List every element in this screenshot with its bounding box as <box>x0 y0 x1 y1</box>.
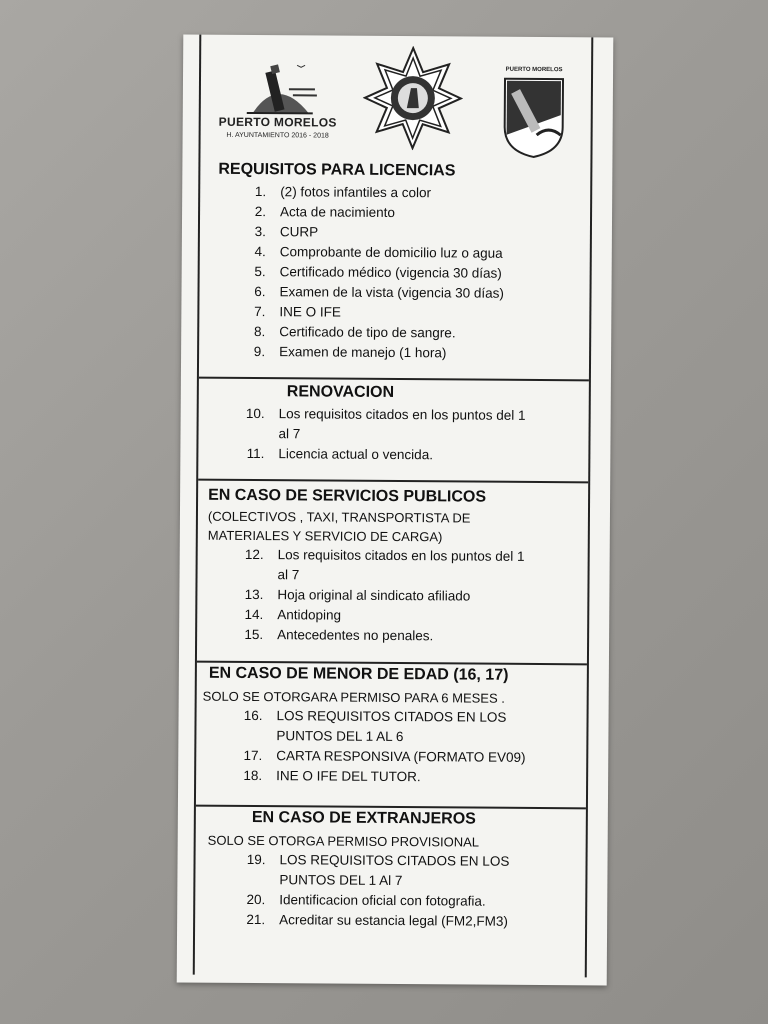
item-number: 15. <box>244 626 264 643</box>
list-item <box>198 444 588 467</box>
item-text: INE O IFE <box>279 304 341 320</box>
item-number: 2. <box>254 204 267 220</box>
item-number: 4. <box>254 244 266 260</box>
item-text: Identificacion oficial con fotografia. <box>279 892 486 909</box>
item-text: LOS REQUISITOS CITADOS EN LOS <box>276 708 507 725</box>
item-text: Los requisitos citados en los puntos del 1 <box>278 406 526 423</box>
section-title-licencias: REQUISITOS PARA LICENCIAS <box>218 160 456 180</box>
list-renovacion <box>198 404 588 467</box>
list-item <box>199 282 589 305</box>
item-text: Examen de manejo (1 hora) <box>279 344 447 361</box>
section-title-publicos: EN CASO DE SERVICIOS PUBLICOS <box>208 486 487 506</box>
item-number: 21. <box>246 911 266 928</box>
list-item <box>197 625 587 648</box>
item-text: Comprobante de domicilio luz o agua <box>279 244 503 261</box>
item-number: 20. <box>246 891 266 908</box>
list-publicos <box>197 545 588 648</box>
section-title-extranjeros: EN CASO DE EXTRANJEROS <box>251 809 476 828</box>
item-number: 3. <box>254 224 266 240</box>
item-text: Antecedentes no penales. <box>277 627 434 644</box>
section-title-renovacion: RENOVACION <box>286 383 395 401</box>
item-number: 16. <box>243 707 263 724</box>
item-text: CARTA RESPONSIVA (FORMATO EV09) <box>276 748 526 765</box>
item-text: Hoja original al sindicato afiliado <box>277 587 471 604</box>
item-text: CURP <box>279 224 319 240</box>
item-text: INE O IFE DEL TUTOR. <box>276 768 421 785</box>
list-item <box>197 605 587 628</box>
item-number: 9. <box>253 344 266 360</box>
item-text: Antidoping <box>277 607 342 623</box>
list-item <box>200 222 590 245</box>
item-text: Licencia actual o vencida. <box>278 446 434 463</box>
item-number: 14. <box>244 606 264 623</box>
note-publicos-1: (COLECTIVOS , TAXI, TRANSPORTISTA DE <box>207 508 471 526</box>
list-item <box>195 890 585 913</box>
item-number: 8. <box>253 324 266 340</box>
list-item <box>196 766 586 789</box>
list-item <box>199 302 589 325</box>
list-item <box>196 706 586 749</box>
item-number: 17. <box>243 747 263 764</box>
item-text: al 7 <box>278 426 301 442</box>
logo-brand-text: PUERTO MORELOS <box>218 114 337 130</box>
list-licencias <box>199 182 590 365</box>
municipal-shield-logo <box>500 67 567 157</box>
item-text: Certificado médico (vigencia 30 días) <box>279 264 502 281</box>
item-text: al 7 <box>277 567 300 583</box>
shield-title: PUERTO MORELOS <box>505 66 563 74</box>
logo-brand-subtitle: H. AYUNTAMIENTO 2016 - 2018 <box>226 131 329 140</box>
list-menor <box>196 706 587 789</box>
note-publicos-2: MATERIALES Y SERVICIO DE CARGA) <box>207 527 443 545</box>
list-item <box>200 262 590 285</box>
item-text: PUNTOS DEL 1 Al 7 <box>279 872 403 889</box>
list-item <box>195 910 585 933</box>
item-number: 13. <box>244 586 264 603</box>
item-text: (2) fotos infantiles a color <box>280 184 432 201</box>
list-item <box>196 746 586 769</box>
list-extranjeros <box>195 850 586 933</box>
item-number: 10. <box>245 405 265 422</box>
police-badge-logo <box>363 46 464 151</box>
list-item <box>200 182 590 205</box>
requirements-flyer <box>177 35 614 986</box>
note-menor: SOLO SE OTORGARA PERMISO PARA 6 MESES . <box>202 688 505 706</box>
list-item <box>197 545 587 588</box>
section-menor <box>196 665 587 789</box>
lighthouse-icon <box>213 55 343 118</box>
section-extranjeros <box>195 809 586 933</box>
item-number: 7. <box>254 304 266 320</box>
list-item <box>199 322 589 345</box>
item-number: 6. <box>254 284 266 300</box>
section-publicos <box>197 487 588 648</box>
item-text: PUNTOS DEL 1 AL 6 <box>276 728 404 745</box>
star-badge-icon <box>363 46 464 151</box>
note-extranjeros: SOLO SE OTORGA PERMISO PROVISIONAL <box>207 832 480 850</box>
item-text: LOS REQUISITOS CITADOS EN LOS <box>279 852 510 869</box>
section-licencias <box>199 161 590 365</box>
item-text: Los requisitos citados en los puntos del 1 <box>277 547 525 564</box>
section-renovacion <box>198 383 589 467</box>
list-item <box>200 242 590 265</box>
item-text: Certificado de tipo de sangre. <box>279 324 456 341</box>
item-number: 18. <box>243 767 263 784</box>
list-item <box>199 342 589 365</box>
section-title-menor: EN CASO DE MENOR DE EDAD (16, 17) <box>208 664 509 684</box>
shield-icon <box>500 75 567 159</box>
list-item <box>200 202 590 225</box>
item-number: 1. <box>254 184 267 200</box>
item-number: 11. <box>246 445 265 462</box>
item-number: 12. <box>244 546 264 563</box>
flyer-header <box>182 45 613 166</box>
item-text: Acreditar su estancia legal (FM2,FM3) <box>279 912 509 929</box>
item-text: Acta de nacimiento <box>280 204 395 220</box>
puerto-morelos-logo <box>213 55 344 142</box>
item-number: 19. <box>246 851 266 868</box>
list-item <box>195 850 585 893</box>
list-item <box>197 585 587 608</box>
item-text: Examen de la vista (vigencia 30 días) <box>279 284 504 301</box>
list-item <box>198 404 588 447</box>
item-number: 5. <box>254 264 266 280</box>
